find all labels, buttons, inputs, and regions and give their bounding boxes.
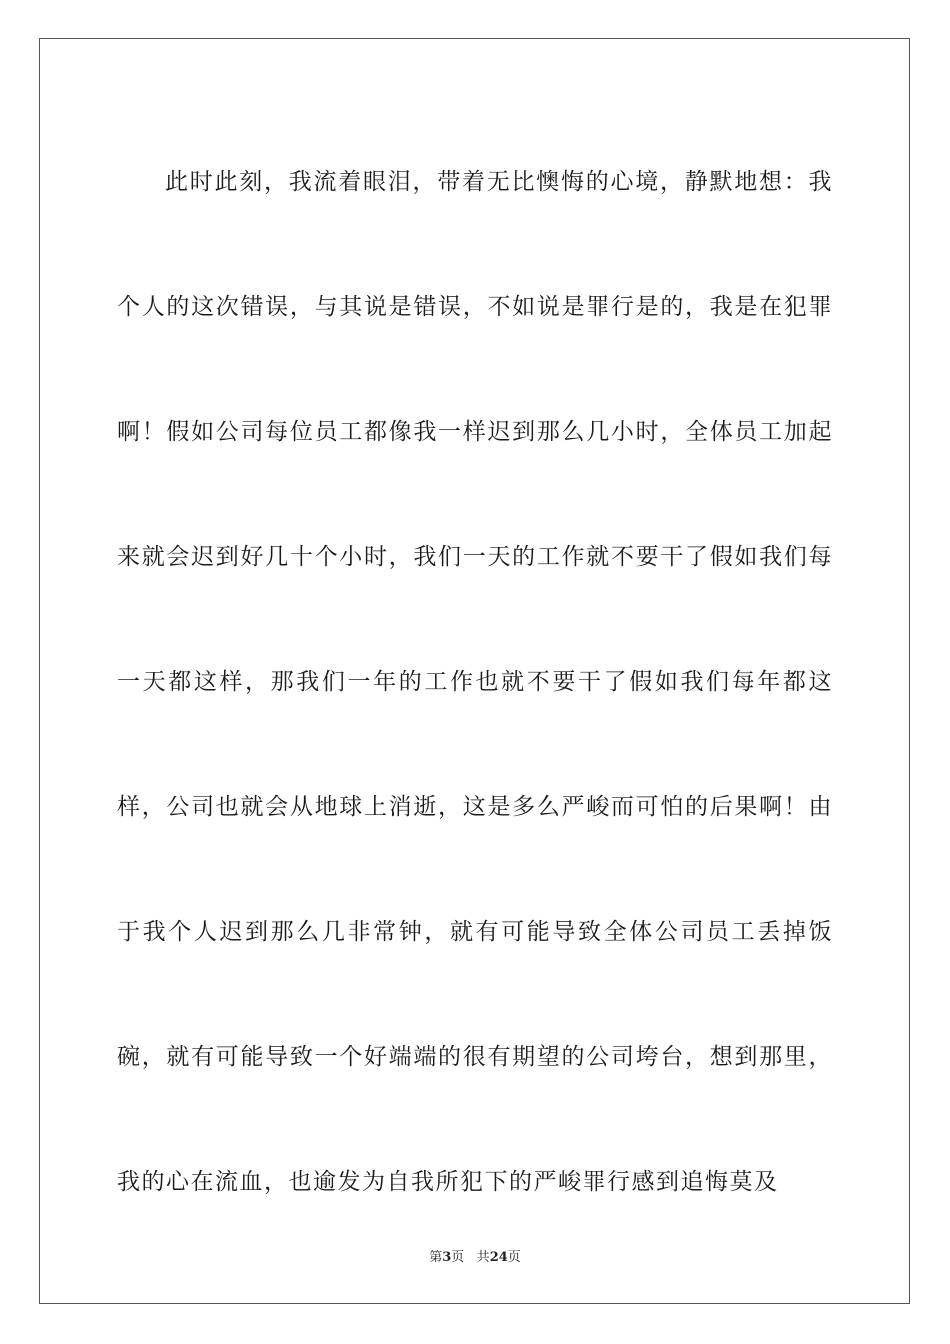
current-page-number: 3: [442, 1250, 452, 1265]
footer-page-unit: 页: [451, 1250, 465, 1265]
body-paragraph: 此时此刻，我流着眼泪，带着无比懊悔的心境，静默地想：我个人的这次错误，与其说是错误，不如说是罪行是的，我是在犯罪啊！假如公司每位员工都像我一样迟到那么几小时，全体员工加起来就会迟到好几十个小时，我们一天的工作就不要干了假如我们每一天都这样，那我们一年的工作也就不要干了假如我们每年都这样，公司也就会从地球上消逝，这是多么严峻而可怕的后果啊！由于我个人迟到那么几非常钟，就有可能导致全体公司员工丢掉饭碗，就有可能导致一个好端端的很有期望的公司垮台，想到那里，我的心在流血，也逾发为自我所犯下的严峻罪行感到追悔莫及: [117, 169, 833, 1195]
page-footer: [0, 1246, 950, 1265]
footer-total-unit: 页: [507, 1250, 521, 1265]
footer-prefix: 第: [429, 1250, 443, 1265]
total-pages-number: 24: [489, 1250, 508, 1265]
footer-total-prefix: 共: [476, 1250, 490, 1265]
